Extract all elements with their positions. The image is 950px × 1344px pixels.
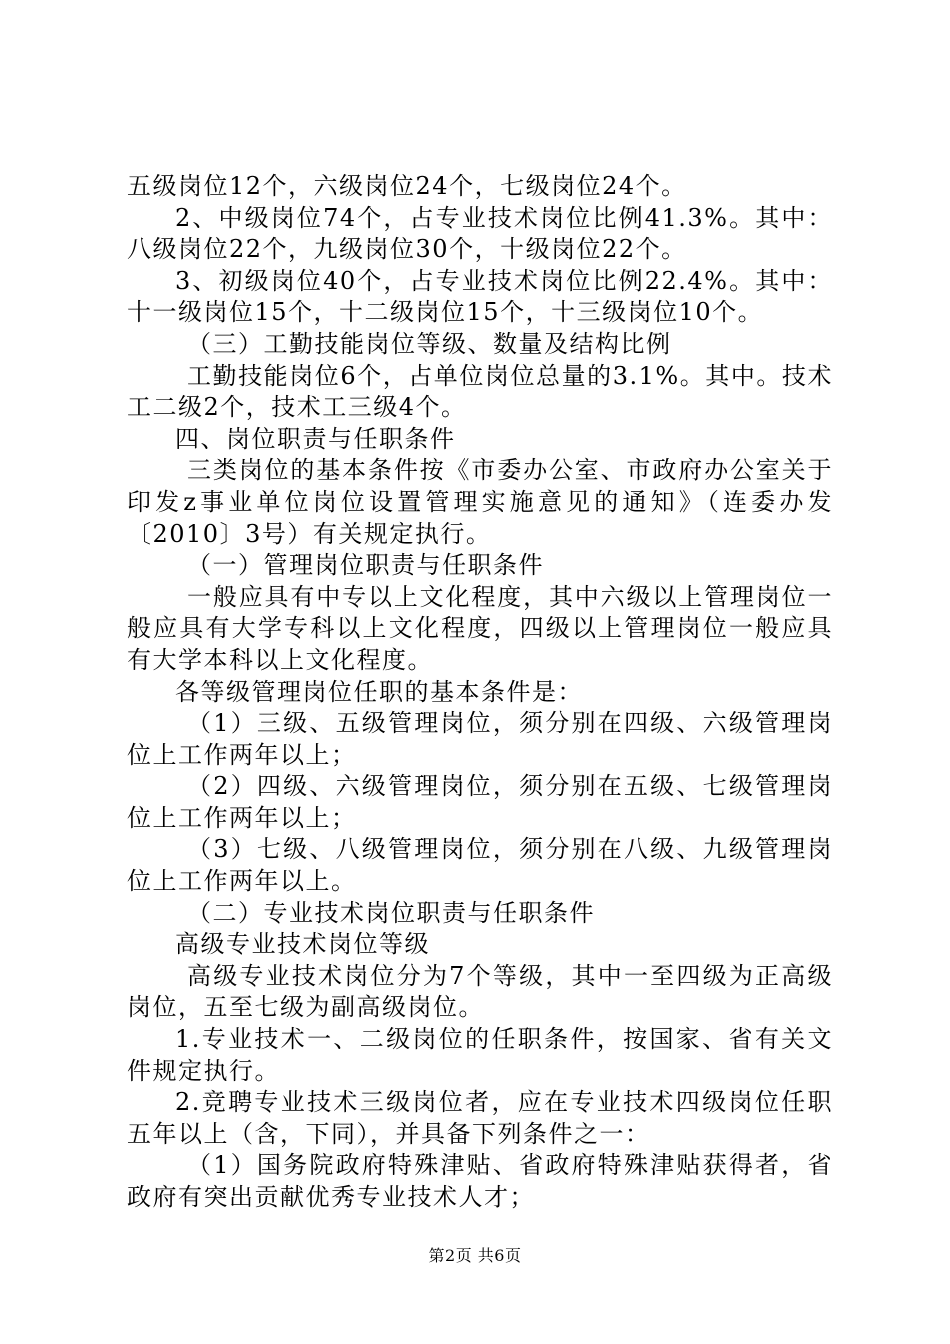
paragraph: 一般应具有中专以上文化程度，其中六级以上管理岗位一般应具有大学专科以上文化程度，四级以上管理岗位一般应具有大学本科以上文化程度。 [127,582,833,674]
page-footer: 第2页 共6页 [428,1246,522,1265]
paragraph: 工勤技能岗位6个，占单位岗位总量的3.1%。其中。技术工二级2个，技术工三级4个。 [127,361,833,422]
list-item: 1.专业技术一、二级岗位的任职条件，按国家、省有关文件规定执行。 [127,1025,833,1085]
section-heading: 四、岗位职责与任职条件 [175,424,456,453]
list-item: （3）七级、八级管理岗位，须分别在八级、九级管理岗位上工作两年以上。 [127,835,833,896]
paragraph: 五级岗位12个，六级岗位24个，七级岗位24个。 [127,172,687,200]
document-body [127,171,833,1214]
paragraph: 3、初级岗位40个，占专业技术岗位比例22.4%。其中：十一级岗位15个，十二级岗位15个，十三级岗位10个。 [127,266,833,327]
paragraph: 各等级管理岗位任职的基本条件是： [175,677,583,706]
list-item: （1）国务院政府特殊津贴、省政府特殊津贴获得者，省政府有突出贡献优秀专业技术人才； [127,1151,833,1211]
section-heading: （一）管理岗位职责与任职条件 [187,551,544,580]
list-item: （1）三级、五级管理岗位，须分别在四级、六级管理岗位上工作两年以上； [127,709,833,769]
section-heading: （二）专业技术岗位职责与任职条件 [187,898,595,927]
list-item: （2）四级、六级管理岗位，须分别在五级、七级管理岗位上工作两年以上； [127,772,833,832]
section-heading: （三）工勤技能岗位等级、数量及结构比例 [187,329,672,358]
paragraph: 高级专业技术岗位分为7个等级，其中一至四级为正高级岗位，五至七级为副高级岗位。 [127,961,833,1022]
paragraph: 2、中级岗位74个，占专业技术岗位比例41.3%。其中：八级岗位22个，九级岗位30个，十级岗位22个。 [127,203,833,264]
list-item: 2.竞聘专业技术三级岗位者，应在专业技术四级岗位任职五年以上（含，下同），并具备下列条件之一： [127,1088,833,1148]
subsection-heading: 高级专业技术岗位等级 [175,930,430,959]
paragraph: 三类岗位的基本条件按《市委办公室、市政府办公室关于印发z事业单位岗位设置管理实施意见的通知》（连委办发〔2010〕3号）有关规定执行。 [127,456,833,548]
